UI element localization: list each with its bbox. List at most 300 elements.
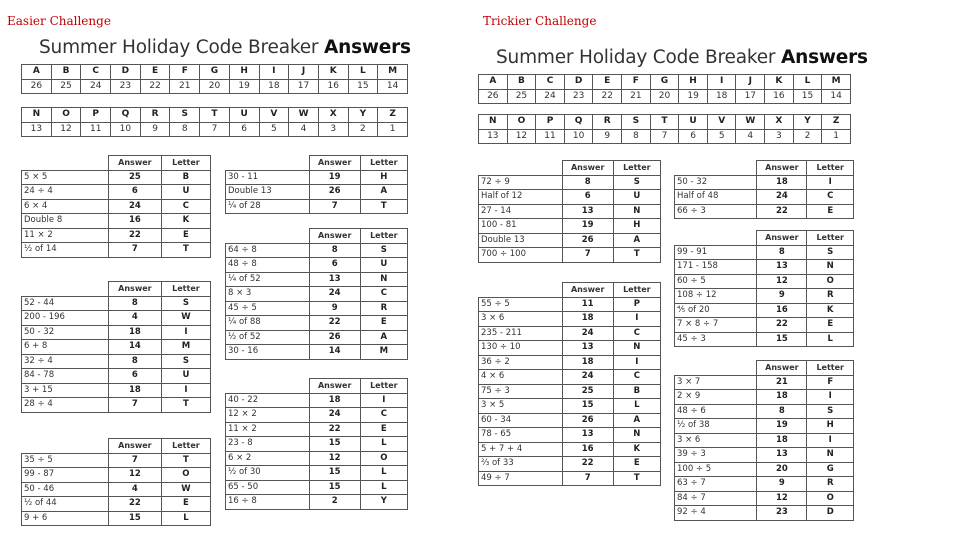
- letter-cell: S: [360, 243, 407, 258]
- code-number-cell: 3: [765, 129, 794, 144]
- code-numbers-row: [22, 79, 408, 94]
- letter-cell: O: [360, 451, 407, 466]
- answer-cell: 16: [757, 303, 807, 318]
- code-number-cell: 11: [81, 122, 111, 137]
- question-cell: 39 ÷ 3: [675, 448, 757, 463]
- code-number-cell: 24: [81, 79, 111, 94]
- answer-cell: 13: [309, 272, 360, 287]
- answer-cell: 14: [108, 340, 161, 355]
- answer-cell: 8: [309, 243, 360, 258]
- answer-cell: 24: [562, 326, 613, 341]
- letter-cell: N: [613, 341, 660, 356]
- code-letter-cell: B: [51, 65, 81, 80]
- answer-cell: 24: [108, 199, 161, 214]
- question-cell: 50 - 32: [22, 325, 109, 340]
- answer-cell: 24: [757, 190, 807, 205]
- question-cell: ¼ of 52: [226, 272, 310, 287]
- easier-table-2: [21, 281, 211, 413]
- code-letter-cell: I: [707, 75, 736, 90]
- answer-cell: 22: [562, 457, 613, 472]
- letter-cell: I: [360, 393, 407, 408]
- letter-cell: A: [613, 413, 660, 428]
- answer-cell: 15: [309, 480, 360, 495]
- answer-cell: 6: [108, 369, 161, 384]
- answer-cell: 6: [309, 258, 360, 273]
- letter-cell: T: [161, 243, 210, 258]
- letter-cell: E: [807, 318, 854, 333]
- table-row: [226, 437, 408, 452]
- question-cell: 2 × 9: [675, 390, 757, 405]
- code-letters-row: [479, 115, 851, 130]
- code-letter-cell: T: [200, 108, 230, 123]
- easier-challenge-label: Easier Challenge: [7, 14, 111, 28]
- header-blank-cell: [675, 361, 757, 376]
- code-number-cell: 17: [736, 89, 765, 104]
- question-cell: 40 - 22: [226, 393, 310, 408]
- header-blank-cell: [675, 161, 757, 176]
- title-answers: Answers: [780, 47, 868, 68]
- table-row: [675, 375, 854, 390]
- letter-cell: O: [807, 274, 854, 289]
- code-letter-cell: T: [650, 115, 679, 130]
- letter-cell: O: [807, 491, 854, 506]
- answer-cell: 16: [562, 442, 613, 457]
- answer-cell: 18: [562, 312, 613, 327]
- easier-code-grid-top: [21, 64, 408, 94]
- table-header-row: [226, 379, 408, 394]
- table-row: [226, 185, 408, 200]
- answer-cell: 18: [757, 433, 807, 448]
- answer-cell: 13: [757, 448, 807, 463]
- question-cell: 171 - 158: [675, 260, 757, 275]
- answer-cell: 7: [562, 471, 613, 486]
- letter-cell: W: [161, 482, 210, 497]
- answer-cell: 7: [562, 248, 613, 263]
- letter-cell: R: [807, 289, 854, 304]
- answer-cell: 12: [108, 468, 161, 483]
- code-number-cell: 10: [111, 122, 141, 137]
- header-blank-cell: [22, 156, 109, 171]
- code-number-cell: 18: [707, 89, 736, 104]
- code-number-cell: 8: [622, 129, 651, 144]
- answer-cell: 22: [309, 316, 360, 331]
- table-row: [22, 170, 211, 185]
- table-row: [479, 312, 661, 327]
- answer-cell: 25: [562, 384, 613, 399]
- answer-header: Answer: [562, 283, 613, 298]
- question-cell: ½ of 52: [226, 330, 310, 345]
- letter-cell: S: [613, 175, 660, 190]
- table-row: [479, 204, 661, 219]
- table-row: [22, 340, 211, 355]
- answer-cell: 15: [309, 437, 360, 452]
- table-row: [22, 199, 211, 214]
- question-cell: Double 13: [479, 233, 563, 248]
- table-header-row: [675, 231, 854, 246]
- header-blank-cell: [22, 282, 109, 297]
- question-cell: 3 × 6: [675, 433, 757, 448]
- letter-cell: L: [360, 437, 407, 452]
- code-letter-cell: N: [479, 115, 508, 130]
- code-letter-cell: A: [22, 65, 52, 80]
- table-row: [675, 419, 854, 434]
- letter-cell: S: [807, 245, 854, 260]
- question-cell: 3 × 7: [675, 375, 757, 390]
- code-number-cell: 26: [22, 79, 52, 94]
- table-row: [22, 482, 211, 497]
- answer-header: Answer: [108, 156, 161, 171]
- code-numbers-row: [479, 129, 851, 144]
- code-number-cell: 3: [318, 122, 348, 137]
- code-letter-cell: G: [650, 75, 679, 90]
- table-header-row: [22, 156, 211, 171]
- letter-cell: D: [807, 506, 854, 521]
- table-header-row: [479, 161, 661, 176]
- letter-cell: U: [613, 190, 660, 205]
- answer-cell: 18: [309, 393, 360, 408]
- answer-cell: 6: [108, 185, 161, 200]
- answer-cell: 18: [108, 325, 161, 340]
- easier-table-4: [225, 155, 408, 214]
- code-letter-cell: O: [51, 108, 81, 123]
- answer-cell: 22: [757, 204, 807, 219]
- question-cell: 99 - 91: [675, 245, 757, 260]
- table-header-row: [22, 439, 211, 454]
- letter-cell: A: [613, 233, 660, 248]
- easier-title: [39, 37, 411, 58]
- answer-cell: 15: [108, 511, 161, 526]
- question-cell: 75 ÷ 3: [479, 384, 563, 399]
- answer-header: Answer: [309, 229, 360, 244]
- answer-cell: 22: [309, 422, 360, 437]
- answer-cell: 13: [562, 204, 613, 219]
- table-header-row: [675, 161, 854, 176]
- code-letter-cell: N: [22, 108, 52, 123]
- code-number-cell: 23: [111, 79, 141, 94]
- table-row: [479, 428, 661, 443]
- code-letter-cell: S: [622, 115, 651, 130]
- answer-cell: 18: [757, 390, 807, 405]
- answer-cell: 22: [108, 228, 161, 243]
- code-number-cell: 13: [22, 122, 52, 137]
- question-cell: 30 - 11: [226, 170, 310, 185]
- letter-cell: P: [613, 297, 660, 312]
- code-letter-cell: I: [259, 65, 289, 80]
- table-row: [22, 497, 211, 512]
- question-cell: 72 ÷ 9: [479, 175, 563, 190]
- code-letters-row: [22, 108, 408, 123]
- letter-header: Letter: [613, 161, 660, 176]
- code-letter-cell: F: [622, 75, 651, 90]
- table-row: [479, 190, 661, 205]
- code-number-cell: 9: [593, 129, 622, 144]
- letter-header: Letter: [807, 361, 854, 376]
- question-cell: 35 ÷ 5: [22, 453, 109, 468]
- letter-cell: O: [161, 468, 210, 483]
- question-cell: Half of 12: [479, 190, 563, 205]
- answer-cell: 8: [757, 404, 807, 419]
- table-row: [479, 471, 661, 486]
- answer-cell: 19: [309, 170, 360, 185]
- letter-header: Letter: [807, 231, 854, 246]
- code-letter-cell: W: [736, 115, 765, 130]
- letter-cell: C: [360, 408, 407, 423]
- header-blank-cell: [226, 229, 310, 244]
- letter-cell: T: [613, 248, 660, 263]
- letter-cell: I: [613, 355, 660, 370]
- answer-cell: 11: [562, 297, 613, 312]
- table-row: [675, 274, 854, 289]
- answer-header: Answer: [757, 231, 807, 246]
- question-cell: 50 - 46: [22, 482, 109, 497]
- answer-cell: 18: [562, 355, 613, 370]
- answer-cell: 26: [309, 330, 360, 345]
- code-number-cell: 15: [793, 89, 822, 104]
- answer-cell: 24: [309, 408, 360, 423]
- letter-cell: T: [613, 471, 660, 486]
- table-row: [22, 325, 211, 340]
- easier-table-6: [225, 378, 408, 510]
- table-row: [22, 453, 211, 468]
- code-number-cell: 22: [593, 89, 622, 104]
- table-row: [479, 370, 661, 385]
- answer-header: Answer: [757, 361, 807, 376]
- code-letters-row: [22, 65, 408, 80]
- question-cell: 100 ÷ 5: [675, 462, 757, 477]
- answer-cell: 22: [757, 318, 807, 333]
- code-number-cell: 10: [564, 129, 593, 144]
- title-answers: Answers: [323, 37, 411, 58]
- table-row: [22, 383, 211, 398]
- table-row: [226, 199, 408, 214]
- answer-header: Answer: [108, 282, 161, 297]
- code-letter-cell: U: [229, 108, 259, 123]
- easier-table-5: [225, 228, 408, 360]
- table-row: [226, 287, 408, 302]
- letter-cell: L: [360, 480, 407, 495]
- code-number-cell: 8: [170, 122, 200, 137]
- table-row: [675, 245, 854, 260]
- table-row: [479, 413, 661, 428]
- table-row: [479, 457, 661, 472]
- table-header-row: [675, 361, 854, 376]
- question-cell: 200 - 196: [22, 311, 109, 326]
- question-cell: ½ of 38: [675, 419, 757, 434]
- letter-cell: I: [161, 325, 210, 340]
- answer-cell: 8: [757, 245, 807, 260]
- table-row: [226, 466, 408, 481]
- question-cell: 24 ÷ 4: [22, 185, 109, 200]
- question-cell: 6 × 2: [226, 451, 310, 466]
- code-number-cell: 7: [200, 122, 230, 137]
- table-row: [479, 399, 661, 414]
- letter-cell: W: [161, 311, 210, 326]
- answer-cell: 6: [562, 190, 613, 205]
- letter-cell: L: [161, 511, 210, 526]
- header-blank-cell: [675, 231, 757, 246]
- answer-cell: 8: [562, 175, 613, 190]
- table-row: [22, 311, 211, 326]
- easier-table-3: [21, 438, 211, 526]
- header-blank-cell: [226, 156, 310, 171]
- letter-cell: U: [161, 369, 210, 384]
- code-letter-cell: Y: [348, 108, 378, 123]
- question-cell: 45 ÷ 5: [226, 301, 310, 316]
- question-cell: 32 ÷ 4: [22, 354, 109, 369]
- header-blank-cell: [226, 379, 310, 394]
- letter-cell: E: [807, 204, 854, 219]
- question-cell: 78 - 65: [479, 428, 563, 443]
- question-cell: 12 × 2: [226, 408, 310, 423]
- answer-cell: 24: [309, 287, 360, 302]
- code-letter-cell: Q: [111, 108, 141, 123]
- table-row: [675, 491, 854, 506]
- letter-cell: I: [613, 312, 660, 327]
- letter-cell: T: [360, 199, 407, 214]
- letter-cell: H: [613, 219, 660, 234]
- code-number-cell: 2: [793, 129, 822, 144]
- question-cell: 700 ÷ 100: [479, 248, 563, 263]
- letter-cell: T: [161, 398, 210, 413]
- letter-header: Letter: [360, 379, 407, 394]
- question-cell: 7 × 8 ÷ 7: [675, 318, 757, 333]
- table-row: [675, 175, 854, 190]
- question-cell: 60 - 34: [479, 413, 563, 428]
- letter-header: Letter: [161, 282, 210, 297]
- code-number-cell: 11: [536, 129, 565, 144]
- table-row: [226, 480, 408, 495]
- question-cell: 55 ÷ 5: [479, 297, 563, 312]
- table-row: [675, 260, 854, 275]
- question-cell: ¼ of 88: [226, 316, 310, 331]
- letter-cell: L: [360, 466, 407, 481]
- trickier-table-5: [674, 360, 854, 521]
- code-number-cell: 4: [736, 129, 765, 144]
- letter-cell: C: [807, 190, 854, 205]
- table-row: [479, 248, 661, 263]
- answer-cell: 9: [309, 301, 360, 316]
- question-cell: ⅔ of 33: [479, 457, 563, 472]
- code-number-cell: 14: [822, 89, 851, 104]
- title-text: Summer Holiday Code Breaker: [39, 37, 324, 58]
- letter-cell: F: [807, 375, 854, 390]
- letter-cell: E: [360, 316, 407, 331]
- answer-cell: 19: [562, 219, 613, 234]
- letter-cell: K: [161, 214, 210, 229]
- code-letter-cell: C: [81, 65, 111, 80]
- code-letter-cell: K: [318, 65, 348, 80]
- code-letter-cell: J: [736, 75, 765, 90]
- table-row: [479, 233, 661, 248]
- letter-cell: H: [360, 170, 407, 185]
- answer-cell: 14: [309, 345, 360, 360]
- letter-cell: N: [360, 272, 407, 287]
- code-letter-cell: E: [593, 75, 622, 90]
- code-letter-cell: H: [679, 75, 708, 90]
- code-number-cell: 12: [51, 122, 81, 137]
- question-cell: 6 × 4: [22, 199, 109, 214]
- code-letter-cell: A: [479, 75, 508, 90]
- code-letter-cell: C: [536, 75, 565, 90]
- code-letter-cell: P: [81, 108, 111, 123]
- table-row: [226, 258, 408, 273]
- answer-cell: 8: [108, 296, 161, 311]
- table-header-row: [226, 156, 408, 171]
- letter-cell: T: [161, 453, 210, 468]
- code-number-cell: 19: [229, 79, 259, 94]
- code-number-cell: 25: [51, 79, 81, 94]
- table-row: [675, 448, 854, 463]
- code-letter-cell: L: [348, 65, 378, 80]
- code-number-cell: 24: [536, 89, 565, 104]
- header-blank-cell: [22, 439, 109, 454]
- code-letter-cell: Y: [793, 115, 822, 130]
- code-letter-cell: X: [765, 115, 794, 130]
- code-letter-cell: W: [289, 108, 319, 123]
- table-row: [675, 204, 854, 219]
- code-number-cell: 1: [822, 129, 851, 144]
- letter-cell: E: [613, 457, 660, 472]
- code-letter-cell: H: [229, 65, 259, 80]
- letter-cell: R: [807, 477, 854, 492]
- letter-header: Letter: [613, 283, 660, 298]
- question-cell: 49 ÷ 7: [479, 471, 563, 486]
- answer-cell: 13: [562, 428, 613, 443]
- question-cell: 50 - 32: [675, 175, 757, 190]
- code-letters-row: [479, 75, 851, 90]
- question-cell: 64 ÷ 8: [226, 243, 310, 258]
- easier-table-1: [21, 155, 211, 258]
- question-cell: 23 - 8: [226, 437, 310, 452]
- letter-cell: C: [613, 370, 660, 385]
- letter-cell: S: [161, 296, 210, 311]
- code-number-cell: 6: [229, 122, 259, 137]
- table-row: [22, 228, 211, 243]
- table-row: [226, 495, 408, 510]
- code-numbers-row: [22, 122, 408, 137]
- table-row: [675, 190, 854, 205]
- table-row: [675, 462, 854, 477]
- title-text: Summer Holiday Code Breaker: [496, 47, 781, 68]
- letter-cell: L: [807, 332, 854, 347]
- answer-cell: 9: [757, 289, 807, 304]
- table-row: [675, 303, 854, 318]
- table-row: [479, 326, 661, 341]
- code-letter-cell: L: [793, 75, 822, 90]
- code-letter-cell: O: [507, 115, 536, 130]
- table-row: [226, 330, 408, 345]
- table-row: [675, 390, 854, 405]
- code-number-cell: 19: [679, 89, 708, 104]
- question-cell: 8 × 3: [226, 287, 310, 302]
- letter-cell: C: [161, 199, 210, 214]
- table-row: [226, 451, 408, 466]
- answer-cell: 4: [108, 482, 161, 497]
- table-row: [22, 243, 211, 258]
- easier-code-grid-bottom: [21, 107, 408, 137]
- letter-header: Letter: [161, 156, 210, 171]
- header-blank-cell: [479, 283, 563, 298]
- table-row: [226, 422, 408, 437]
- table-header-row: [479, 283, 661, 298]
- table-row: [22, 398, 211, 413]
- code-letter-cell: X: [318, 108, 348, 123]
- code-number-cell: 9: [140, 122, 170, 137]
- table-row: [22, 296, 211, 311]
- table-row: [22, 354, 211, 369]
- question-cell: 11 × 2: [226, 422, 310, 437]
- table-row: [226, 243, 408, 258]
